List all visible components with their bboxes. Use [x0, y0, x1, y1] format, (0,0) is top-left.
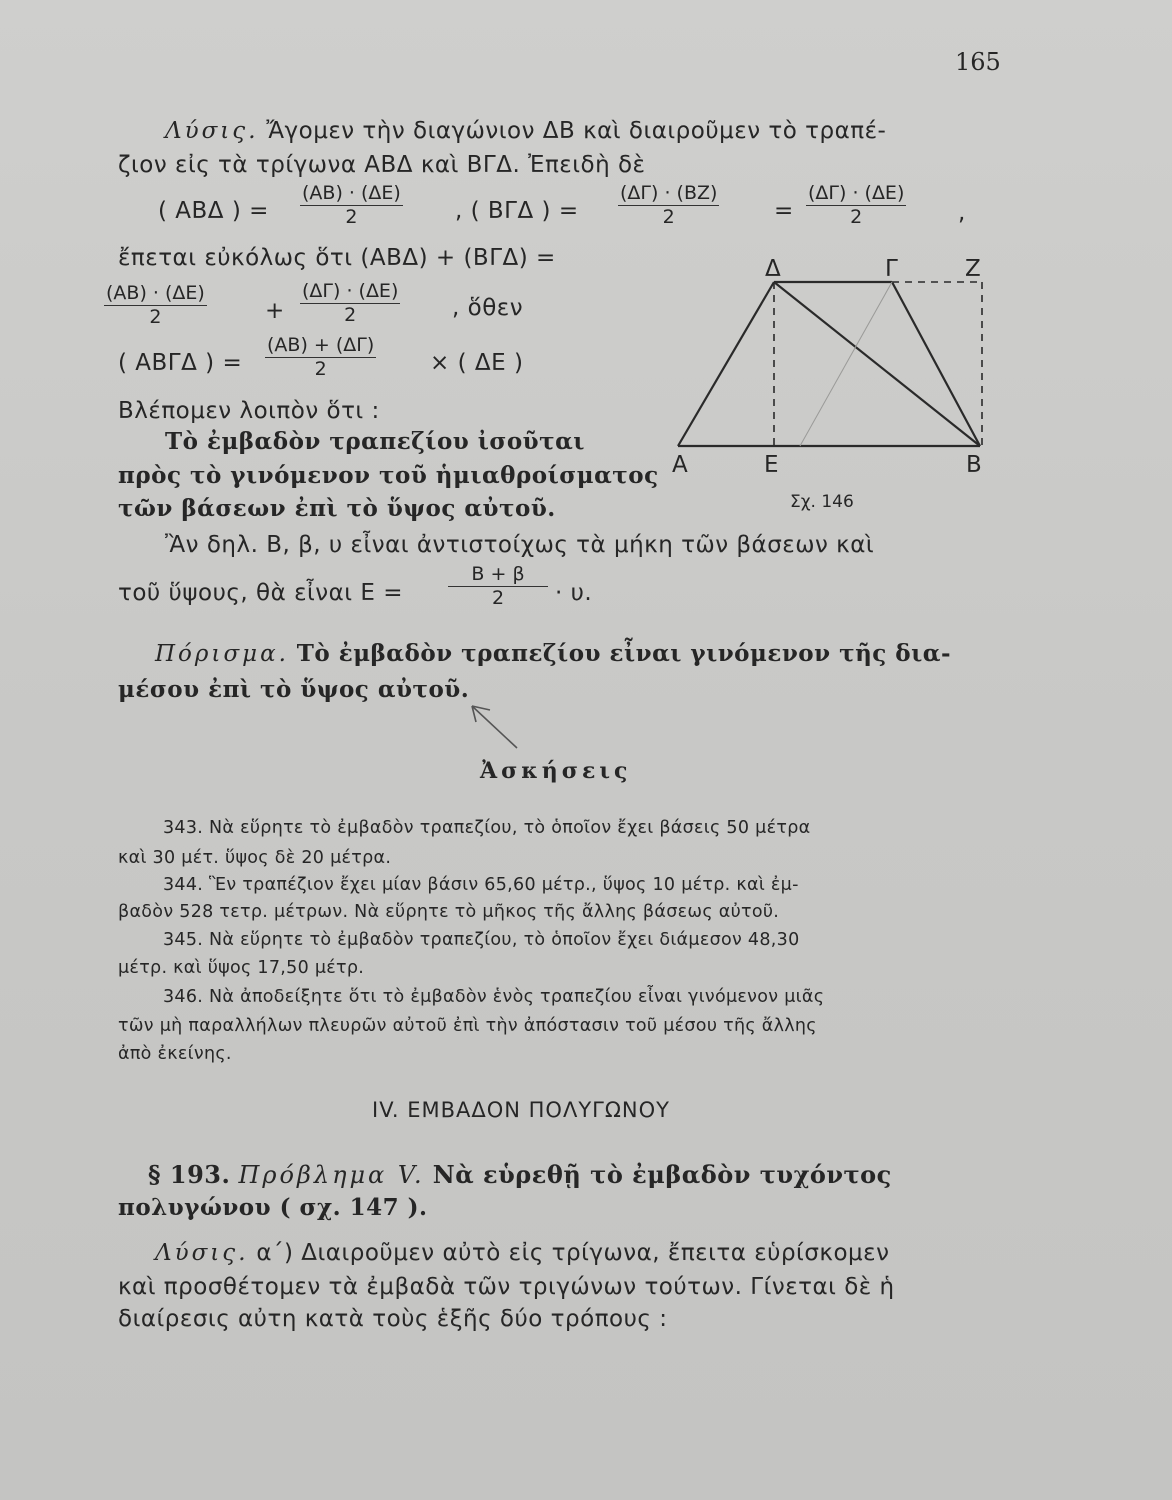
theorem-line-1: Τὸ ἐμβαδὸν τραπεζίου ἰσοῦται: [165, 428, 585, 455]
exercise-346-line-3: ἀπὸ ἐκείνης.: [118, 1044, 232, 1064]
exercises-title: Ἀσκήσεις: [480, 758, 632, 784]
label-G: Γ: [885, 256, 898, 282]
porism-line-1: [155, 640, 951, 667]
problem-label: Πρόβλημα V.: [238, 1161, 425, 1189]
exercise-344-line-2: βαδὸν 528 τετρ. μέτρων. Νὰ εὕρητε τὸ μῆκος τῆς ἄλλης βάσεως αὐτοῦ.: [118, 902, 780, 922]
eq1-lhs: ( ΑΒΔ ) =: [158, 198, 269, 224]
porism-label: Πόρισμα.: [155, 641, 289, 667]
solution2-label: Λύσις.: [155, 1240, 249, 1266]
eq2-fraction-1: $\frac{(AB) \cdot (\Delta E)}{2}$: [106, 282, 205, 328]
page-number: 165: [955, 48, 1001, 76]
eq3-rhs: × ( ΔΕ ): [430, 350, 524, 376]
label-E: Ε: [764, 452, 779, 478]
eq1-sep: , ( ΒΓΔ ) =: [455, 198, 579, 224]
exercise-345-line-2: μέτρ. καὶ ὕψος 17,50 μέτρ.: [118, 958, 365, 978]
exercise-346-line-1: 346. Νὰ ἀποδείξητε ὅτι τὸ ἐμβαδὸν ἑνὸς τραπεζίου εἶναι γινόμενον μιᾶς: [163, 987, 825, 1007]
solution-label: Λύσις.: [165, 118, 259, 144]
exercise-346-line-2: τῶν μὴ παραλλήλων πλευρῶν αὐτοῦ ἐπὶ τὴν ἀπόστασιν τοῦ μέσου τῆς ἄλλης: [118, 1016, 817, 1036]
exercise-343-line-1: 343. Νὰ εὕρητε τὸ ἐμβαδὸν τραπεζίου, τὸ ὁποῖον ἔχει βάσεις 50 μέτρα: [163, 818, 811, 838]
label-A: Α: [672, 452, 688, 478]
figure-caption: Σχ. 146: [790, 492, 854, 512]
eq3-lhs: ( ΑΒΓΔ ) =: [118, 350, 243, 376]
exercise-345-line-1: 345. Νὰ εὕρητε τὸ ἐμβαδὸν τραπεζίου, τὸ ὁποῖον ἔχει διάμεσον 48,30: [163, 930, 800, 950]
side-GB: [892, 282, 980, 446]
eq2-line: ἔπεται εὐκόλως ὅτι (ΑΒΔ) + (ΒΓΔ) =: [118, 245, 556, 271]
problem-line-2: πολυγώνου ( σχ. 147 ).: [118, 1194, 428, 1221]
see-line: Βλέπομεν λοιπὸν ὅτι :: [118, 398, 380, 424]
eq2-fraction-2: $\frac{(\Delta\Gamma) \cdot (\Delta E)}{2}$: [302, 280, 399, 326]
eq2-plus: +: [265, 298, 285, 324]
problem-title: Νὰ εὑρεθῇ τὸ ἐμβαδὸν τυχόντος: [432, 1160, 892, 1189]
porism-line-2: μέσου ἐπὶ τὸ ὕψος αὐτοῦ.: [118, 676, 470, 703]
problem-number: § 193.: [148, 1160, 231, 1189]
solution2-line-3: διαίρεσις αὐτη κατὰ τοὺς ἑξῆς δύο τρόπους :: [118, 1306, 668, 1332]
solution-line-1: [165, 118, 886, 144]
notation-fraction: $\frac{B + \beta}{2}$: [448, 563, 548, 609]
solution2-line-1: [155, 1240, 889, 1266]
eq1-fraction-3: $\frac{(\Delta\Gamma) \cdot (\Delta E)}{2}$: [808, 182, 905, 228]
solution-line-2: ζιον εἰς τὰ τρίγωνα ΑΒΔ καὶ ΒΓΔ. Ἐπειδὴ δὲ: [118, 152, 646, 178]
problem-line-1: [148, 1160, 892, 1189]
diagonal-DB: [774, 282, 980, 446]
eq1-comma: ,: [958, 200, 966, 226]
eq1-equals: =: [774, 198, 794, 224]
eq1-fraction-2: $\frac{(\Delta\Gamma) \cdot (BZ)}{2}$: [620, 182, 718, 228]
pencil-arrow-icon: [462, 700, 532, 755]
exercise-344-line-1: 344. Ἓν τραπέζιον ἔχει μίαν βάσιν 65,60 μέτρ., ὕψος 10 μέτρ. καὶ ἐμ-: [163, 875, 799, 895]
label-Z: Ζ: [965, 256, 981, 282]
label-D: Δ: [765, 256, 781, 282]
notation-tail: · υ.: [555, 580, 593, 606]
exercise-343-line-2: καὶ 30 μέτ. ὕψος δὲ 20 μέτρα.: [118, 848, 392, 868]
theorem-line-2: πρὸς τὸ γινόμενον τοῦ ἡμιαθροίσματος: [118, 462, 659, 489]
section-heading: IV. ΕΜΒΑΔΟΝ ΠΟΛΥΓΩΝΟΥ: [372, 1098, 670, 1122]
solution-text-1: Ἄγομεν τὴν διαγώνιον ΔΒ καὶ διαιροῦμεν τὸ τραπέ-: [266, 118, 887, 144]
trapezoid-figure: [660, 250, 1005, 530]
eq2-othen: , ὅθεν: [452, 295, 524, 321]
solution2-text-1: α΄) Διαιροῦμεν αὐτὸ εἰς τρίγωνα, ἔπειτα εὑρίσκομεν: [256, 1240, 890, 1266]
notation-line-1: Ἂν δηλ. Β, β, υ εἶναι ἀντιστοίχως τὰ μήκη τῶν βάσεων καὶ: [165, 532, 875, 558]
solution2-line-2: καὶ προσθέτομεν τὰ ἐμβαδὰ τῶν τριγώνων τούτων. Γίνεται δὲ ἡ: [118, 1274, 895, 1300]
theorem-line-3: τῶν βάσεων ἐπὶ τὸ ὕψος αὐτοῦ.: [118, 495, 556, 522]
side-AD: [678, 282, 774, 446]
eq1-fraction-1: $\frac{(AB) \cdot (\Delta E)}{2}$: [302, 182, 401, 228]
porism-text-1: Τὸ ἐμβαδὸν τραπεζίου εἶναι γινόμενον τῆς δια-: [296, 640, 952, 667]
notation-line-2: τοῦ ὕψους, θὰ εἶναι Ε =: [118, 580, 403, 606]
eq3-fraction: $\frac{(AB) + (\Delta\Gamma)}{2}$: [267, 334, 375, 380]
label-B: Β: [966, 452, 982, 478]
